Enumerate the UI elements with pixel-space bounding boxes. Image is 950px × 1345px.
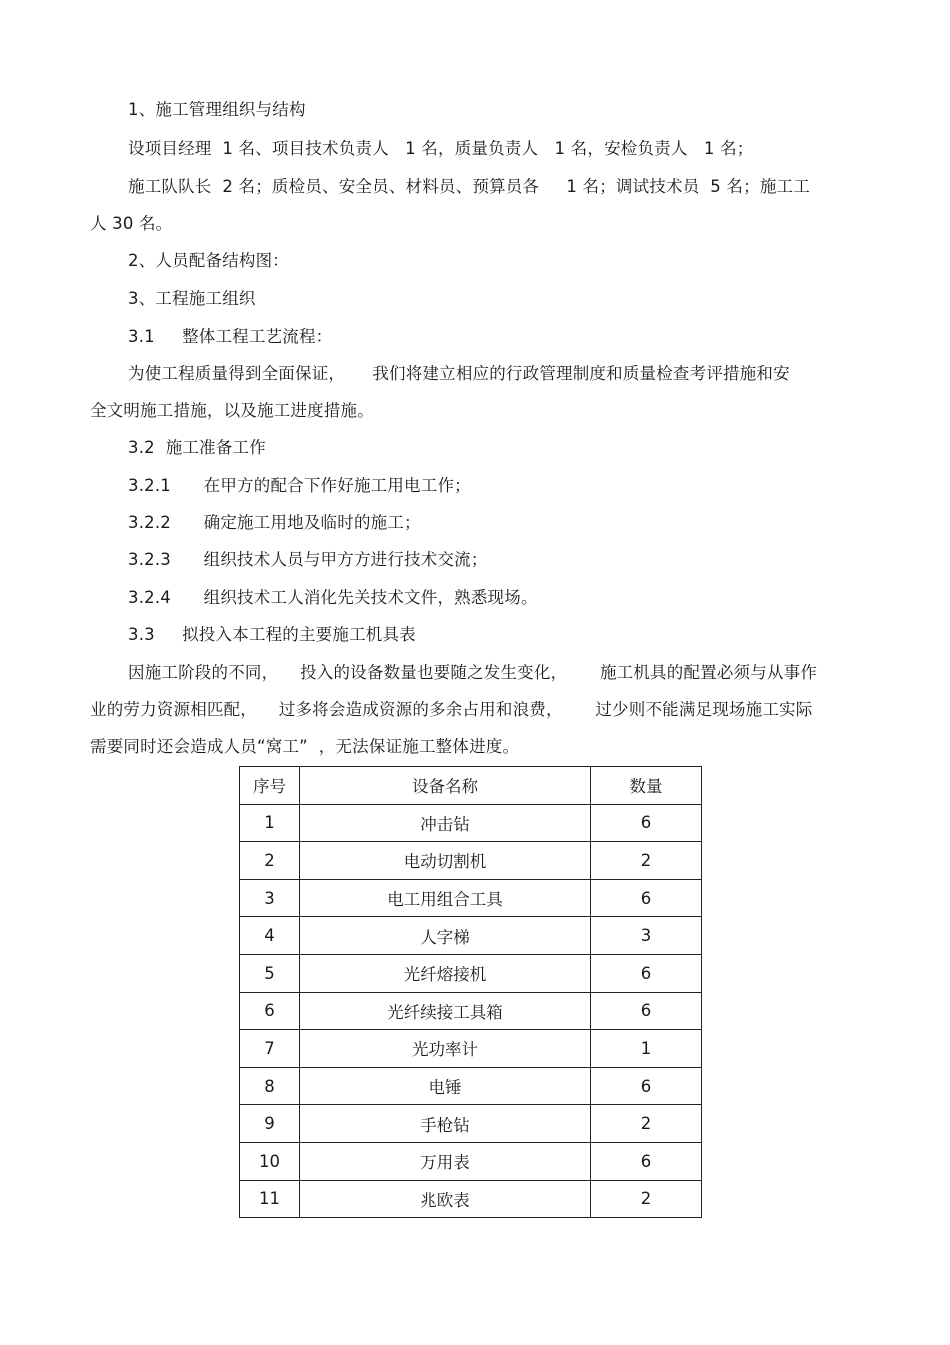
cell-index: 3 [240,879,300,917]
equipment-table [239,766,702,1218]
cell-equipment-name: 光纤熔接机 [300,954,591,992]
cell-quantity: 6 [591,804,702,842]
table-row [240,804,702,842]
heading-staff-chart: 2、人员配备结构图： [128,251,289,270]
cell-quantity: 3 [591,917,702,955]
item-3-2-3: 3.2.3 组织技术人员与甲方方进行技术交流； [128,550,488,569]
cell-quantity: 2 [591,1180,702,1218]
cell-quantity: 1 [591,1030,702,1068]
cell-equipment-name: 冲击钻 [300,804,591,842]
header-quantity: 数量 [591,767,702,805]
cell-equipment-name: 人字梯 [300,917,591,955]
heading-construction-org: 3、工程施工组织 [128,289,256,308]
cell-index: 7 [240,1030,300,1068]
cell-equipment-name: 光纤续接工具箱 [300,992,591,1030]
item-3-2-2: 3.2.2 确定施工用地及临时的施工； [128,513,421,532]
header-equipment-name: 设备名称 [300,767,591,805]
paragraph-managers: 设项目经理 1 名、项目技术负责人 1 名，质量负责人 1 名，安检负责人 1 名； [128,139,754,158]
paragraph-equipment-line1: 因施工阶段的不同， 投入的设备数量也要随之发生变化， 施工机具的配置必须与从事作 [128,663,818,682]
cell-quantity: 6 [591,954,702,992]
cell-quantity: 6 [591,1142,702,1180]
cell-equipment-name: 万用表 [300,1142,591,1180]
cell-index: 1 [240,804,300,842]
paragraph-equipment-line2: 业的劳力资源相匹配， 过多将会造成资源的多余占用和浪费， 过少则不能满足现场施工实际 [90,700,813,719]
table-row [240,1067,702,1105]
cell-quantity: 2 [591,1105,702,1143]
paragraph-quality-line1: 为使工程质量得到全面保证， 我们将建立相应的行政管理制度和质量检查考评措施和安 [128,364,790,383]
paragraph-quality-line2: 全文明施工措施，以及施工进度措施。 [90,401,374,420]
item-3-2-1: 3.2.1 在甲方的配合下作好施工用电工作； [128,476,471,495]
heading-management-structure: 1、施工管理组织与结构 [128,100,306,119]
cell-index: 2 [240,842,300,880]
cell-equipment-name: 手枪钻 [300,1105,591,1143]
cell-equipment-name: 电工用组合工具 [300,879,591,917]
paragraph-team-line2: 人 30 名。 [90,214,173,233]
cell-index: 10 [240,1142,300,1180]
cell-index: 5 [240,954,300,992]
heading-preparation: 3.2 施工准备工作 [128,438,266,457]
table-row [240,1142,702,1180]
cell-index: 4 [240,917,300,955]
cell-quantity: 6 [591,879,702,917]
cell-index: 11 [240,1180,300,1218]
heading-equipment-table: 3.3 拟投入本工程的主要施工机具表 [128,625,416,644]
table-header-row [240,767,702,805]
item-3-2-4: 3.2.4 组织技术工人消化先关技术文件，熟悉现场。 [128,588,538,607]
cell-index: 6 [240,992,300,1030]
table-row [240,992,702,1030]
cell-equipment-name: 电锤 [300,1067,591,1105]
cell-index: 9 [240,1105,300,1143]
cell-index: 8 [240,1067,300,1105]
table-row [240,842,702,880]
paragraph-team-line1: 施工队队长 2 名；质检员、安全员、材料员、预算员各 1 名；调试技术员 5 名；施工工 [128,177,810,196]
table-row [240,1105,702,1143]
table-row [240,917,702,955]
table-row [240,1180,702,1218]
paragraph-equipment-line3: 需要同时还会造成人员“窝工” ，无法保证施工整体进度。 [90,737,520,756]
heading-process-flow: 3.1 整体工程工艺流程： [128,327,333,346]
header-index: 序号 [240,767,300,805]
cell-equipment-name: 光功率计 [300,1030,591,1068]
table-row [240,879,702,917]
table-row [240,1030,702,1068]
cell-equipment-name: 兆欧表 [300,1180,591,1218]
table-row [240,954,702,992]
cell-quantity: 2 [591,842,702,880]
cell-quantity: 6 [591,1067,702,1105]
cell-equipment-name: 电动切割机 [300,842,591,880]
cell-quantity: 6 [591,992,702,1030]
